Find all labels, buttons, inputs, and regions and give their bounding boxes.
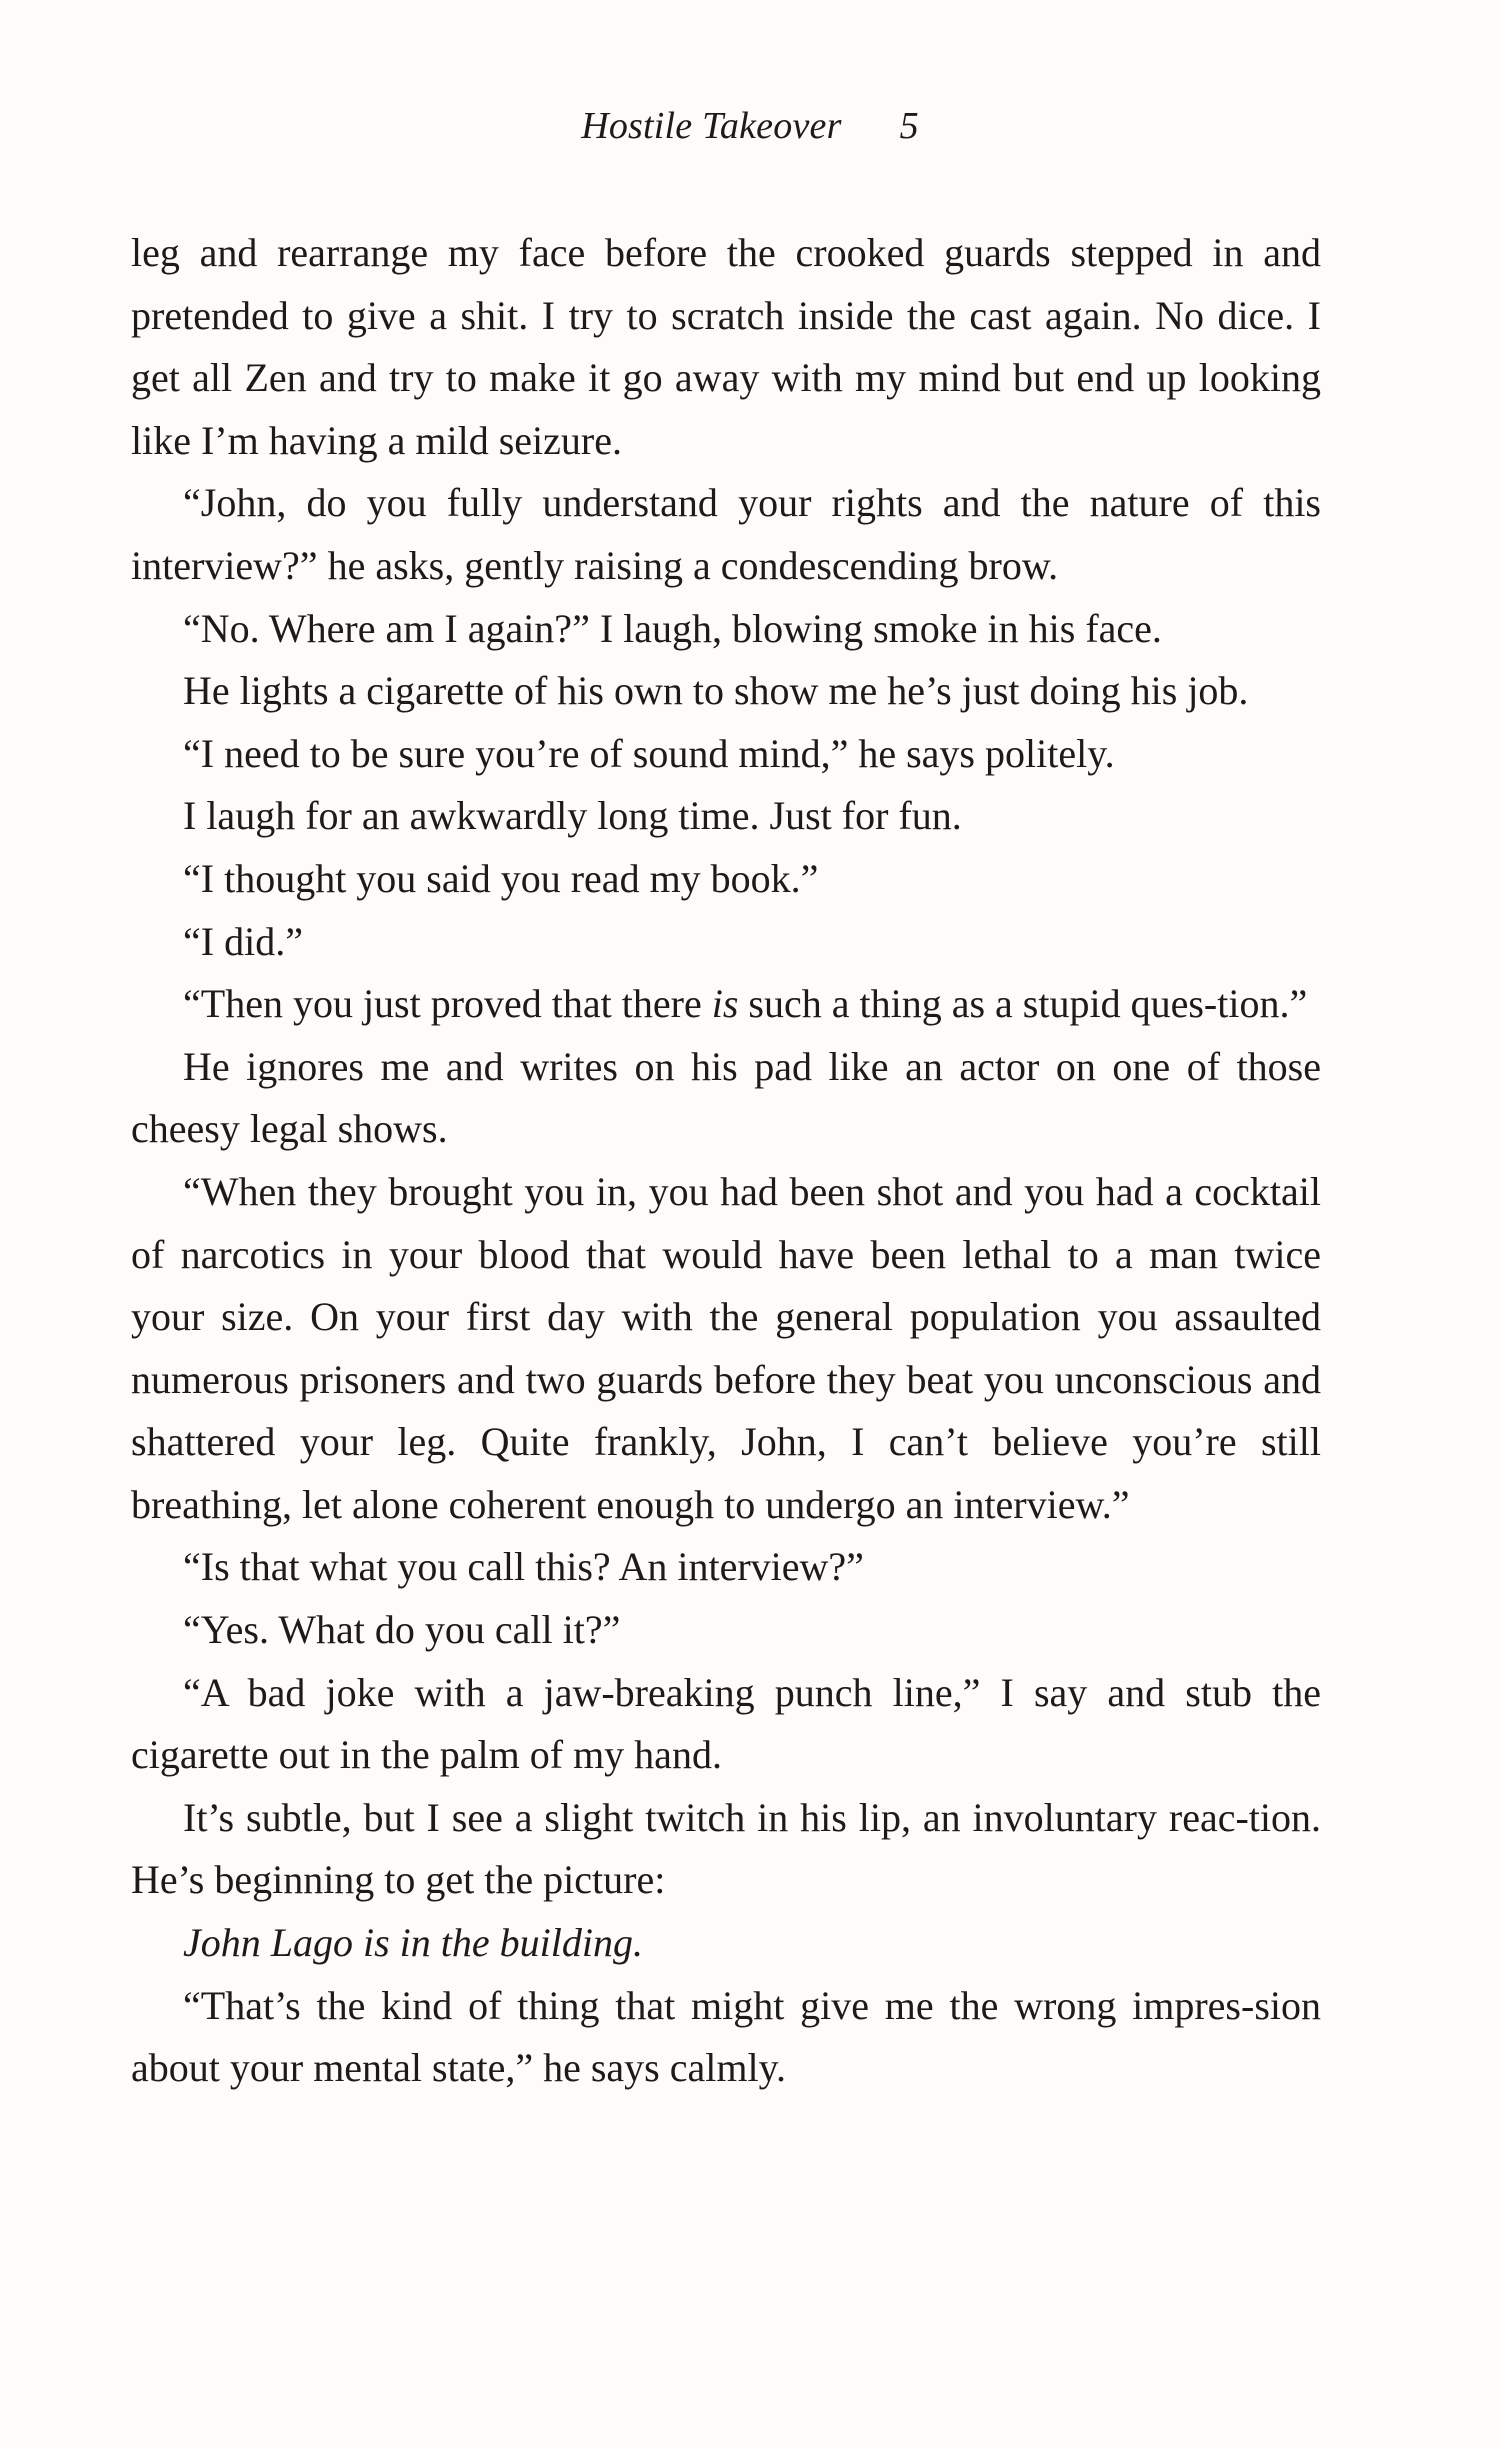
page-number: 5 [899, 105, 919, 147]
paragraph: He ignores me and writes on his pad like an actor on one of those cheesy legal shows. [131, 1043, 1321, 1152]
emphasis-text: John Lago is in the building. [183, 1920, 643, 1966]
paragraph: leg and rearrange my face before the crooked guards stepped in and pretended to give a shit. I try to scratch inside the cast again. No dice. I get all Zen and try to make it go away with my mind but end up looking like I’m having a mild seizure. [131, 230, 1321, 463]
paragraph: “I need to be sure you’re of sound mind,” he says politely. [183, 730, 1115, 776]
paragraph: “I thought you said you read my book.” [183, 855, 819, 901]
paragraph-text: “Then you just proved that there [183, 981, 712, 1027]
paragraph: “Is that what you call this? An interview?” [183, 1544, 864, 1590]
body-text [131, 222, 1321, 2100]
paragraph: It’s subtle, but I see a slight twitch in his lip, an involuntary reac-tion. He’s beginning to get the picture: [131, 1794, 1321, 1903]
paragraph: He lights a cigarette of his own to show me he’s just doing his job. [183, 668, 1249, 714]
paragraph: “A bad joke with a jaw-breaking punch line,” I say and stub the cigarette out in the palm of my hand. [131, 1669, 1321, 1778]
paragraph: “When they brought you in, you had been shot and you had a cocktail of narcotics in your blood that would have been lethal to a man twice your size. On your first day with the general population you assaulted numerous prisoners and two guards before they beat you unconscious and shattered your leg. Quite frankly, John, I can’t believe you’re still breathing, let alone coherent enough to undergo an interview.” [131, 1168, 1321, 1527]
paragraph: I laugh for an awkwardly long time. Just for fun. [183, 793, 962, 839]
paragraph [131, 973, 1321, 1036]
paragraph: “John, do you fully understand your rights and the nature of this interview?” he asks, gently raising a condescending brow. [131, 480, 1321, 588]
paragraph: “No. Where am I again?” I laugh, blowing smoke in his face. [183, 605, 1162, 651]
paragraph-text: such a thing as a stupid ques-tion.” [738, 981, 1308, 1027]
running-head [0, 104, 1500, 148]
paragraph: “I did.” [183, 918, 303, 964]
paragraph [131, 1912, 1321, 1975]
paragraph: “Yes. What do you call it?” [183, 1607, 621, 1653]
emphasis-text: is [711, 981, 739, 1027]
paragraph: “That’s the kind of thing that might give me the wrong impres-sion about your mental state,” he says calmly. [131, 1982, 1321, 2091]
running-head-title: Hostile Takeover [581, 105, 842, 147]
